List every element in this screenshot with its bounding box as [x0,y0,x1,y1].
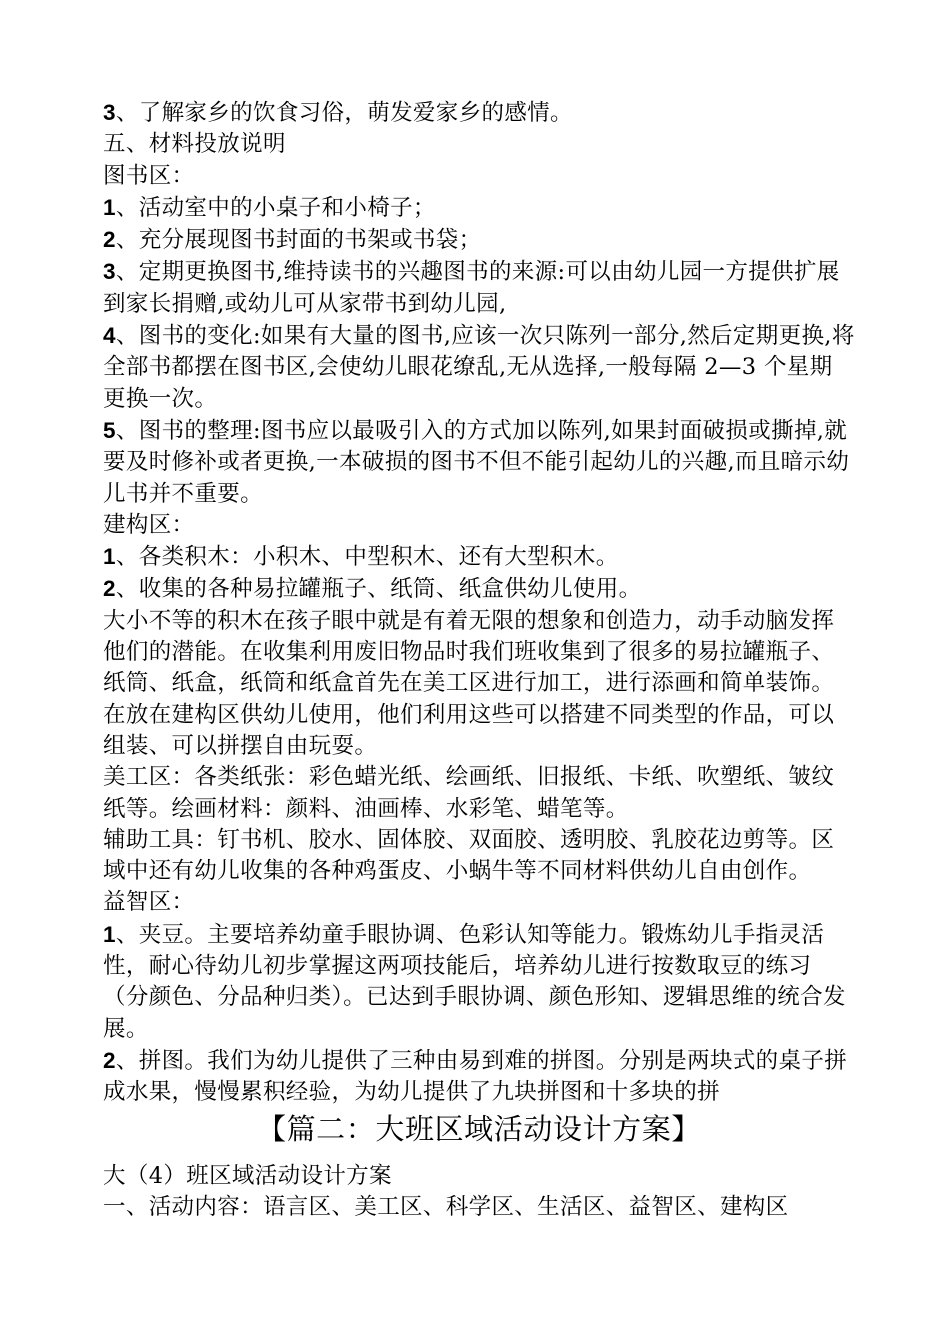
document-page [103,97,855,1223]
paragraph-text: 、活动室中的小桌子和小椅子； [115,194,436,221]
list-number: 2 [103,576,116,602]
list-number: 2 [103,227,116,253]
paragraph [103,192,855,224]
paragraph [103,256,855,320]
list-number: 3 [103,259,116,285]
paragraph-text: 、定期更换图书,维持读书的兴趣图书的来源:可以由幼儿园一方提供扩展到家长捐赠,或幼儿可从家带书到幼儿园, [103,259,840,317]
paragraph [103,919,855,1045]
paragraph [103,541,855,573]
subsection-title: 图书区： [103,162,195,189]
paragraph-text: 、收集的各种易拉罐瓶子、纸筒、纸盒供幼儿使用。 [115,576,642,603]
list-number: 3 [103,100,116,125]
paragraph-text: 、图书的整理:图书应以最吸引入的方式加以陈列,如果封面破损或撕掉,就要及时修补或者更换,一本破损的图书不但不能引起幼儿的兴趣,而且暗示幼儿书并不重要。 [103,417,850,507]
list-number: 1 [103,544,116,570]
paragraph [103,415,855,510]
list-number: 2 [103,1047,116,1073]
paragraph: 大小不等的积木在孩子眼中就是有着无限的想象和创造力，动手动脑发挥他们的潜能。在收集利用废旧物品时我们班收集到了很多的易拉罐瓶子、纸筒、纸盒，纸筒和纸盒首先在美工区进行加工，进行添画和简单装饰。在放在建构区供幼儿使用，他们利用这些可以搭建不同类型的作品，可以组装、可以拼摆自由玩耍。 [103,607,835,759]
subsection-title: 建构区： [103,511,195,538]
paragraph-text: 、充分展现图书封面的书架或书袋； [115,227,482,254]
paragraph [103,1045,855,1109]
paragraph [103,224,855,256]
paragraph-text: 、图书的变化:如果有大量的图书,应该一次只陈列一部分,然后定期更换,将全部书都摆在图书区,会使幼儿眼花缭乱,无从选择,一般每隔 2—3 个星期更换一次。 [103,323,855,412]
paragraph-text: 、拼图。我们为幼儿提供了三种由易到难的拼图。分别是两块式的桌子拼成水果，慢慢累积经验，为幼儿提供了九块拼图和十多块的拼 [103,1047,848,1106]
paragraph [103,573,855,605]
paragraph: 一、活动内容：语言区、美工区、科学区、生活区、益智区、建构区 [103,1193,789,1220]
paragraph-text: 、夹豆。主要培养幼童手眼协调、色彩认知等能力。锻炼幼儿手指灵活性，耐心待幼儿初步掌握这两项技能后，培养幼儿进行按数取豆的练习（分颜色、分品种归类）。已达到手眼协调、颜色形知、逻辑思维的统合发展。 [103,921,846,1042]
paragraph [103,320,855,415]
list-number: 1 [103,194,116,220]
subsection-title: 益智区： [103,889,195,916]
paragraph: 大（4）班区域活动设计方案 [103,1162,392,1189]
paragraph [103,97,855,129]
list-number: 5 [103,417,116,443]
paragraph-text: 、了解家乡的饮食习俗，萌发爱家乡的感情。 [115,100,573,126]
list-number: 4 [103,323,116,349]
paragraph-text: 、各类积木：小积木、中型积木、还有大型积木。 [115,544,619,571]
paragraph: 美工区：各类纸张：彩色蜡光纸、绘画纸、旧报纸、卡纸、吹塑纸、皱纹纸等。绘画材料：颜料、油画棒、水彩笔、蜡笔等。 [103,764,835,822]
section-heading: 【篇二：大班区域活动设计方案】 [256,1111,701,1146]
section-title: 五、材料投放说明 [103,131,286,158]
list-number: 1 [103,921,116,947]
paragraph: 辅助工具：钉书机、胶水、固体胶、双面胶、透明胶、乳胶花边剪等。区域中还有幼儿收集的各种鸡蛋皮、小蜗牛等不同材料供幼儿自由创作。 [103,826,835,885]
